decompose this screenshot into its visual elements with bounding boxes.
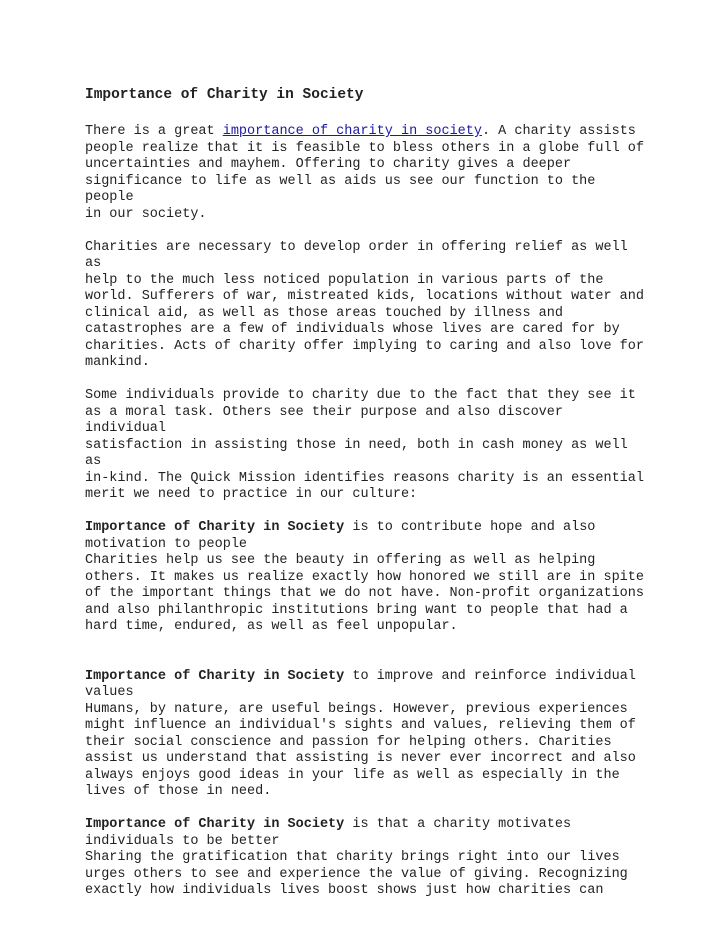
section-heading-rest: is that a charity motivates individuals to be better [85,817,572,849]
intro-paragraph [85,124,645,223]
section-body: Humans, by nature, are useful beings. However, previous experiences might influence an individual's sights and values, relieving them of their social conscience and passion for helping others. Charities assist us understand that assisting is never ever incorrect and also always enjoys good ideas in your life as well as especially in the lives of those in need. [85,701,636,799]
intro-text-before-link: There is a great [85,124,223,139]
section-body: Charities help us see the beauty in offering as well as helping others. It makes us realize exactly how honored we still are in spite of the important things that we do not have. Non-profit organizations and also philanthropic institutions bring want to people that had a hard time, endured, as well as feel unpopular. [85,553,644,634]
section-heading-bold: Importance of Charity in Society [85,668,345,684]
moral-task-paragraph: Some individuals provide to charity due to the fact that they see it as a moral task. Others see their purpose and also discover individual satisfaction in assisting those in need, both in cash money as well as in-kind. The Quick Mission identifies reasons charity is an essential merit we need to practice in our culture: [85,388,644,502]
section-hope-motivation [85,520,645,636]
section-heading-bold: Importance of Charity in Society [85,520,345,535]
page-title: Importance of Charity in Society [85,87,364,103]
intro-text-after-link: . A charity assists people realize that it is feasible to bless others in a globe full of uncertainties and mayhem. Offering to charity gives a deeper significance to life as well as aids us see our function to the people in our society. [85,124,644,222]
section-body: Sharing the gratification that charity brings right into our lives urges others to see and experience the value of giving. Recognizing exactly how individuals lives boost shows just how charities can [85,850,628,898]
document-page [85,86,645,916]
section-heading-rest: is to contribute hope and also motivation to people [85,520,596,552]
importance-of-charity-link[interactable]: importance of charity in society [222,124,482,139]
section-individual-values [85,669,645,801]
section-motivates-individuals [85,817,645,900]
section-heading-bold: Importance of Charity in Society [85,817,345,832]
section-heading-rest: to improve and reinforce individual values [85,668,636,700]
charities-necessity-paragraph: Charities are necessary to develop order in offering relief as well as help to the much less noticed population in various parts of the world. Sufferers of war, mistreated kids, locations without water and clinical aid, as well as those areas touched by illness and catastrophes are a few of individuals whose lives are cared for by charities. Acts of charity offer implying to caring and also love for mankind. [85,239,644,370]
